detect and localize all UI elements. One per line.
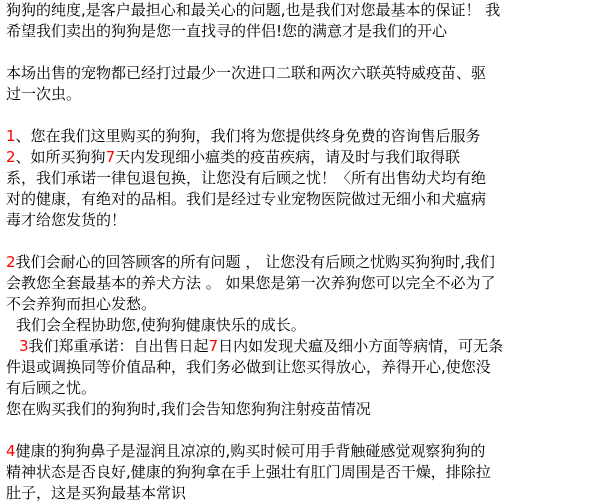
point-1-text: 、您在我们这里购买的狗狗，我们将为您提供终身免费的咨询售后服务 [15, 127, 481, 145]
point-2-text-b: 天内发现细小瘟类的疫苗疾病，请及时与我们取得联 [115, 148, 461, 166]
point-5-number: 4 [6, 442, 16, 460]
vaccine-line-2: 过一次虫。 [6, 85, 82, 103]
point-3-text: 我们会耐心的回答顾客的所有问题 ， 让您没有后顾之忧购买狗狗时,我们 [15, 253, 495, 271]
point-3-line-2: 会教您全套最基本的养犬方法 。 如果您是第一次养狗您可以完全不必为了 [6, 274, 496, 292]
point-2-number: 2 [6, 148, 16, 166]
point-4-text-a: 我们郑重承诺：自出售日起 [28, 337, 209, 355]
point-2-text-a: 、如所买狗狗 [15, 148, 106, 166]
point-4-text-b: 日内如发现犬瘟及细小方面等病情，可无条 [218, 337, 504, 355]
point-2-line-3: 对的健康，有绝对的品相。我们是经过专业宠物医院做过无细小和犬瘟病 [6, 190, 487, 208]
point-4-line-1 [6, 336, 594, 357]
point-4-line-2: 件退或调换同等价值品种，我们务必做到让您买得放心，养得开心,使您没 [6, 358, 491, 376]
point-2-days: 7 [105, 148, 116, 166]
point-1 [6, 126, 594, 147]
point-2-line-2: 系，我们承诺一律包退包换，让您没有后顾之忧！〈所有出售幼犬均有绝 [6, 169, 487, 187]
point-3-line-1 [6, 252, 594, 273]
vaccine-line-1: 本场出售的宠物都已经打过最少一次进口二联和两次六联英特威疫苗、驱 [6, 64, 487, 82]
point-3-line-4: 我们会全程协助您,使狗狗健康快乐的成长。 [16, 316, 306, 334]
point-3-number: 2 [6, 253, 16, 271]
point-5-text: 健康的狗狗鼻子是湿润且凉凉的,购买时候可用手背触碰感觉观察狗狗的 [15, 442, 486, 460]
point-2-line-4: 毒才给您发货的！ [6, 211, 127, 229]
spacer [6, 42, 594, 63]
point-4-line-3: 有后顾之忧。 [6, 379, 97, 397]
intro-line-2: 希望我们卖出的狗狗是您一直找寻的伴侣!您的满意才是我们的开心 [6, 22, 448, 40]
point-5-line-3: 肚子，这是买狗最基本常识 [6, 484, 187, 502]
point-5-line-1 [6, 441, 594, 462]
point-2-line-1 [6, 147, 594, 168]
point-3-line-3: 不会养狗而担心发愁。 [6, 295, 157, 313]
point-1-number: 1 [6, 127, 16, 145]
point-5-line-2: 精神状态是否良好,健康的狗狗拿在手上强壮有肛门周围是否干燥，排除拉 [6, 463, 491, 481]
intro-line-1: 狗狗的纯度,是客户最担心和最关心的问题,也是我们对您最基本的保证！ 我 [6, 1, 501, 19]
point-4-number: 3 [19, 337, 29, 355]
point-4-line-4: 您在购买我们的狗狗时,我们会告知您狗狗注射疫苗情况 [6, 400, 371, 418]
spacer [6, 420, 594, 441]
point-4-days: 7 [208, 337, 219, 355]
spacer [6, 231, 594, 252]
spacer [6, 105, 594, 126]
